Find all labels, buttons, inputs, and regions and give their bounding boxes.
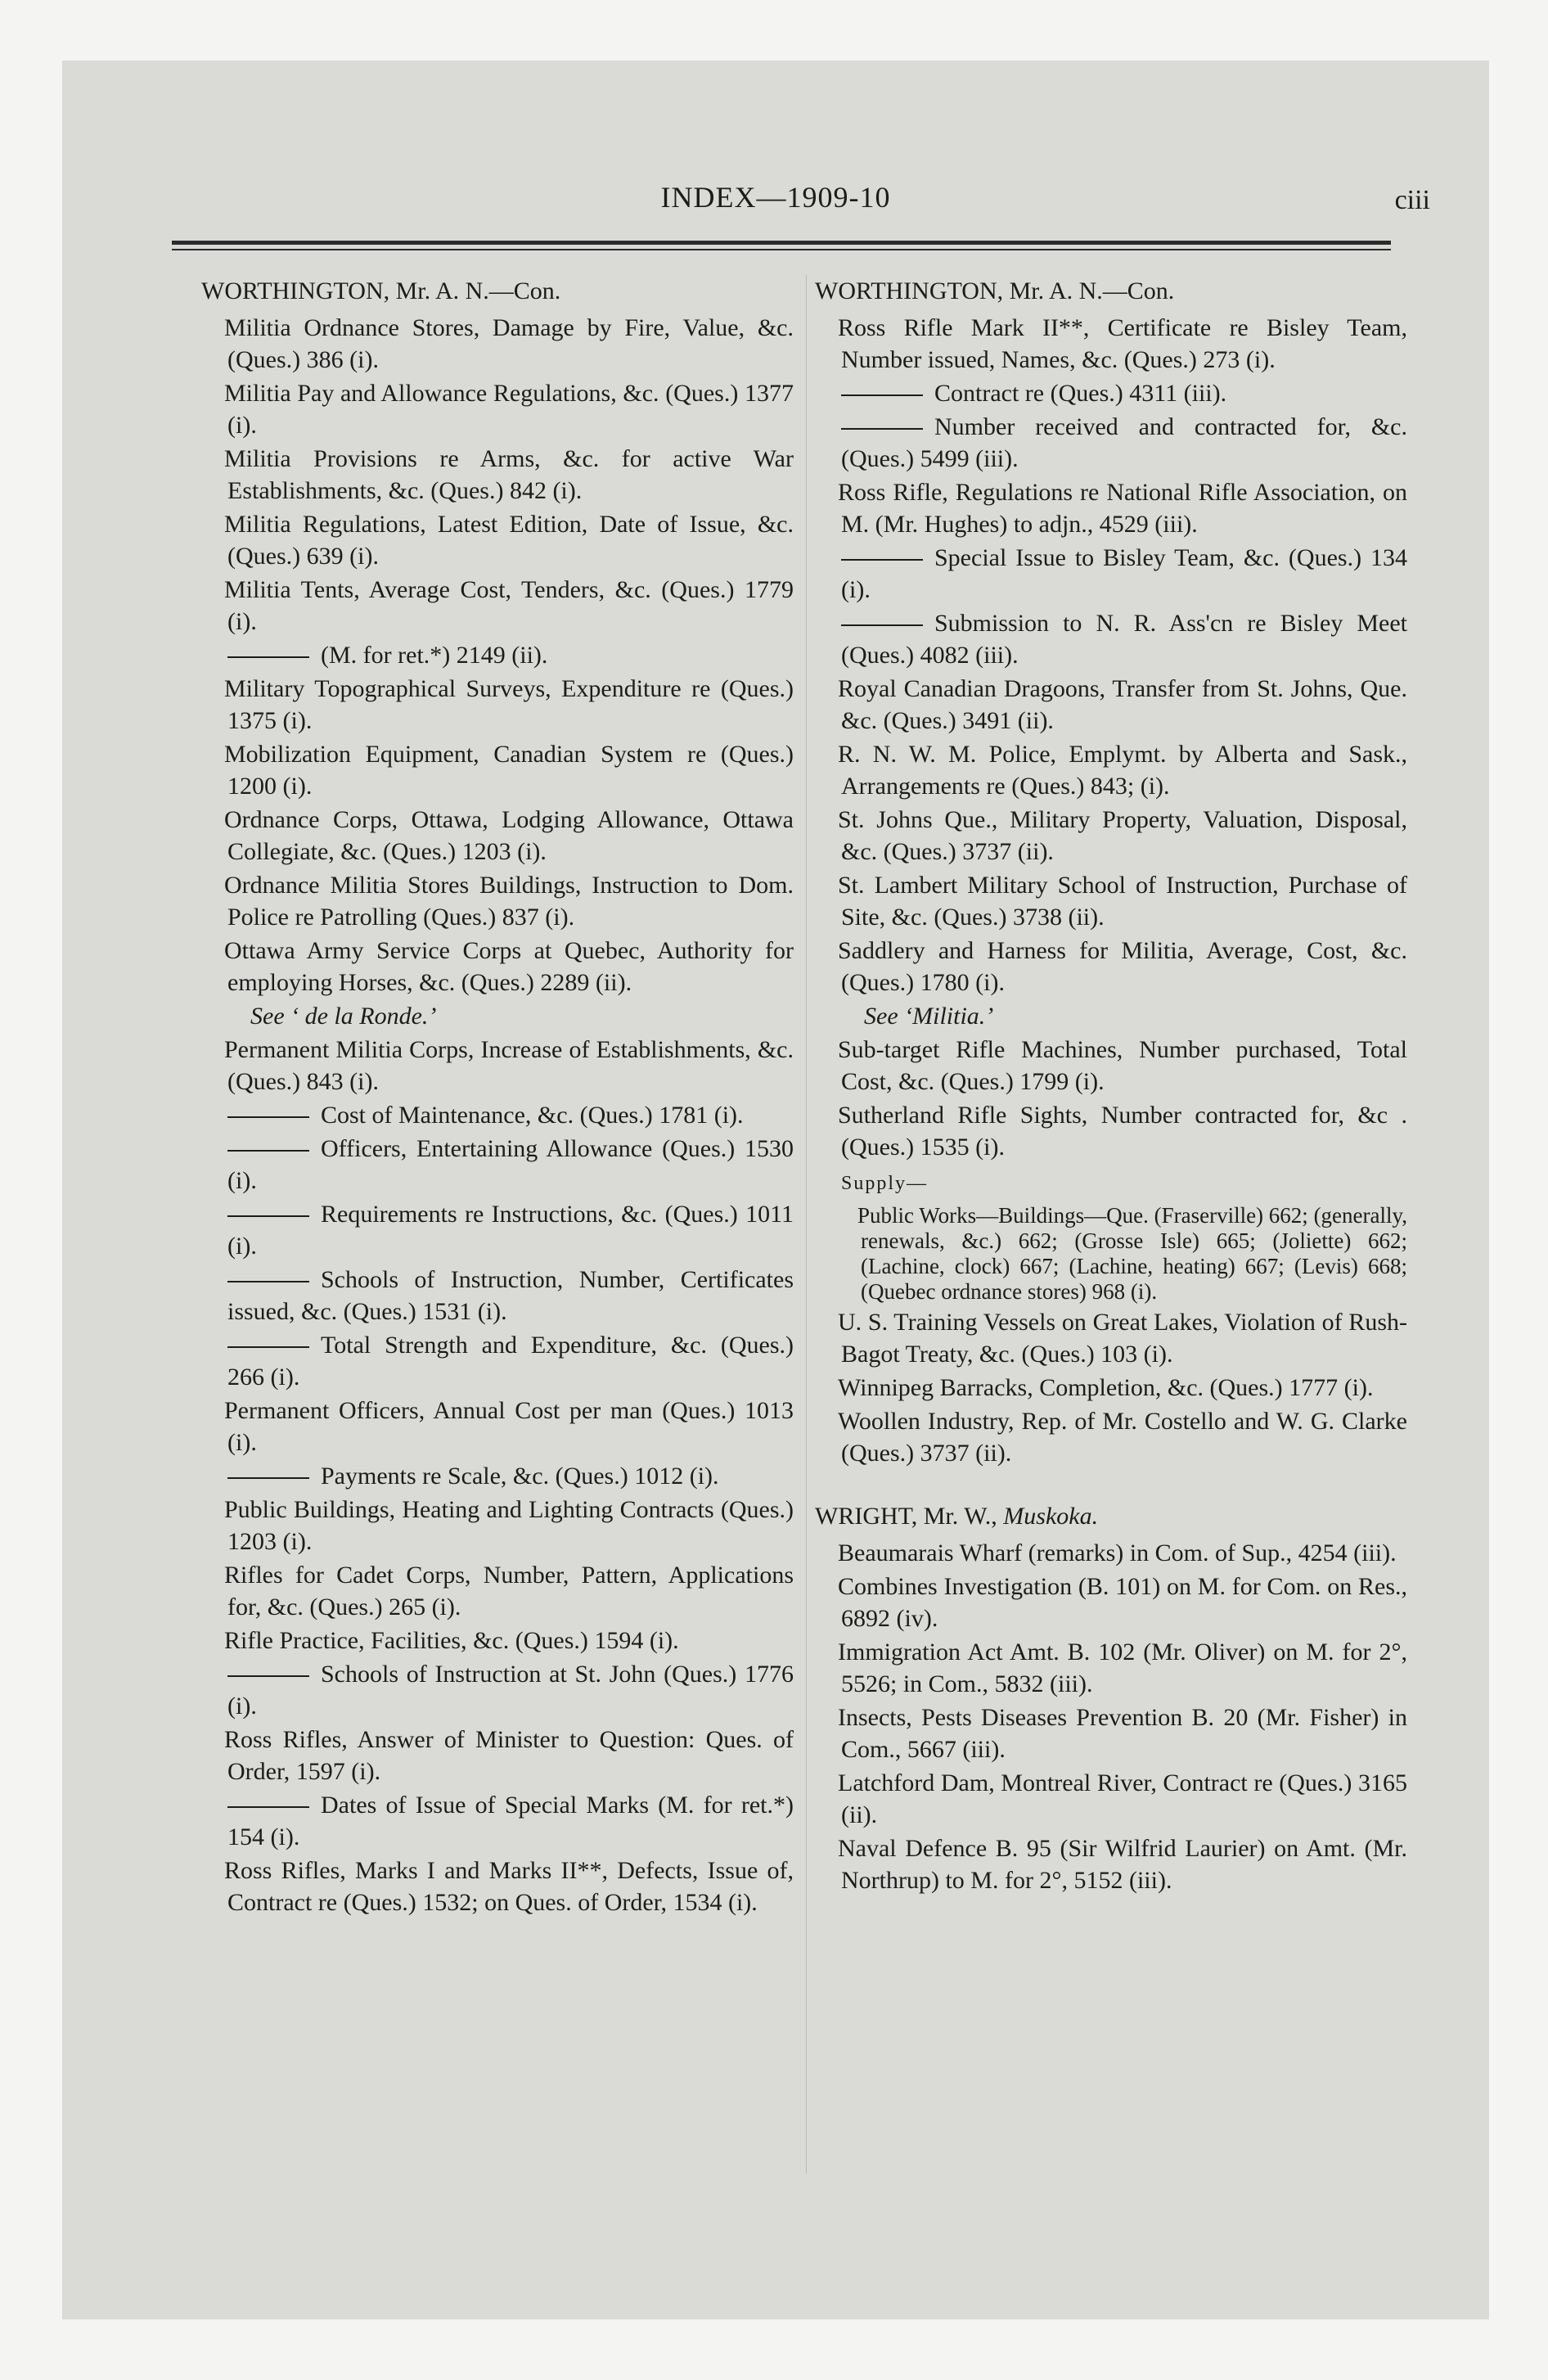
subentry-text: Submission to N. R. Ass'cn re Bisley Meet (Ques.) 4082 (iii). [841,610,1407,669]
ditto-dash [227,1806,309,1808]
wright-name: WRIGHT, Mr. W., [815,1503,1004,1530]
wright-heading [815,1500,1407,1532]
index-entry: Ross Rifle Mark II**, Certificate re Bisley Team, Number issued, Names, &c. (Ques.) 273 (i). [838,314,1407,373]
index-subentry [201,1789,794,1853]
subentry-text: Payments re Scale, &c. (Ques.) 1012 (i). [321,1463,719,1490]
column-divider [806,275,807,2174]
subentry-text: Contract re (Ques.) 4311 (iii). [934,380,1227,407]
index-entry: Rifle Practice, Facilities, &c. (Ques.) 1594 (i). [224,1627,679,1654]
see-reference: See ‘Militia.’ [864,1003,994,1030]
index-entry: Rifles for Cadet Corps, Number, Pattern, Applications for, &c. (Ques.) 265 (i). [224,1562,794,1620]
index-entry: Ross Rifle, Regulations re National Rifle Association, on M. (Mr. Hughes) to adjn., 4529 (iii). [838,479,1407,538]
right-column-heading: WORTHINGTON, Mr. A. N.—Con. [815,277,1175,304]
left-column-heading: WORTHINGTON, Mr. A. N.—Con. [201,277,561,304]
index-subentry [201,1133,794,1197]
index-entry: U. S. Training Vessels on Great Lakes, Violation of Rush-Bagot Treaty, &c. (Ques.) 103 (i). [838,1309,1407,1368]
index-entry: Ross Rifles, Answer of Minister to Question: Ques. of Order, 1597 (i). [224,1726,794,1785]
subentry-text: Schools of Instruction at St. John (Ques.) 1776 (i). [227,1661,794,1720]
index-entry: Combines Investigation (B. 101) on M. for Com. on Res., 6892 (iv). [838,1573,1407,1632]
ditto-dash [227,1675,309,1677]
index-entry: Ross Rifles, Marks I and Marks II**, Defects, Issue of, Contract re (Ques.) 1532; on Ques. of Order, 1534 (i). [224,1857,794,1916]
index-subentry [201,1460,794,1492]
see-reference: See ‘ de la Ronde.’ [250,1003,437,1030]
header-rule-thin [172,249,1391,250]
index-entry: Winnipeg Barracks, Completion, &c. (Ques.) 1777 (i). [838,1374,1374,1401]
index-entry: Sutherland Rifle Sights, Number contracted for, &c .(Ques.) 1535 (i). [838,1102,1407,1161]
index-subentry [201,1329,794,1393]
index-subentry [201,639,794,671]
subentry-text: Officers, Entertaining Allowance (Ques.) 1530 (i). [227,1135,794,1194]
page-number: ciii [1394,185,1430,215]
index-entry: Permanent Militia Corps, Increase of Establishments, &c. (Ques.) 843 (i). [224,1036,794,1095]
right-column [815,275,1407,1898]
supply-subheading: Supply— [841,1173,929,1194]
index-entry: Militia Regulations, Latest Edition, Date of Issue, &c. (Ques.) 639 (i). [224,511,794,570]
index-entry: Beaumarais Wharf (remarks) in Com. of Sup., 4254 (iii). [838,1539,1397,1566]
index-subentry [201,1658,794,1722]
subentry-text: (M. for ret.*) 2149 (ii). [321,642,548,669]
index-entry: Ordnance Corps, Ottawa, Lodging Allowance, Ottawa Collegiate, &c. (Ques.) 1203 (i). [224,806,794,865]
page-title: INDEX—1909-10 [660,181,891,214]
ditto-dash [227,1281,309,1282]
index-entry: St. Lambert Military School of Instruction, Purchase of Site, &c. (Ques.) 3738 (ii). [838,872,1407,931]
index-entry: R. N. W. M. Police, Emplymt. by Alberta and Sask., Arrangements re (Ques.) 843; (i). [838,741,1407,800]
index-entry: Permanent Officers, Annual Cost per man (Ques.) 1013 (i). [224,1397,794,1456]
ditto-dash [841,559,923,561]
ditto-dash [227,1477,309,1479]
index-subentry [815,377,1407,409]
index-entry: Public Buildings, Heating and Lighting Contracts (Ques.) 1203 (i). [224,1496,794,1555]
index-entry: Militia Ordnance Stores, Damage by Fire, Value, &c. (Ques.) 386 (i). [224,314,794,373]
subentry-text: Dates of Issue of Special Marks (M. for ret.*) 154 (i). [227,1792,794,1850]
index-subentry [201,1198,794,1262]
ditto-dash [227,1150,309,1152]
index-entry: Naval Defence B. 95 (Sir Wilfrid Laurier) on Amt. (Mr. Northrup) to M. for 2°, 5152 (iii). [838,1835,1407,1894]
index-entry: Saddlery and Harness for Militia, Average, Cost, &c. (Ques.) 1780 (i). [838,937,1407,996]
index-entry: Immigration Act Amt. B. 102 (Mr. Oliver) on M. for 2°, 5526; in Com., 5832 (iii). [838,1639,1407,1697]
index-entry: Ordnance Militia Stores Buildings, Instruction to Dom. Police re Patrolling (Ques.) 837 (i). [224,872,794,931]
index-page [62,61,1489,2319]
index-entry: Public Works—Buildings—Que. (Fraserville) 662; (generally, renewals, &c.) 662; (Grosse Isle) 665; (Joliette) 662; (Lachine, clock) 667; (Lachine, heating) 667; (Levis) 668; (Quebec ordnance stores) 968 (i). [857,1203,1407,1304]
left-column [201,275,794,1920]
index-entry: Ottawa Army Service Corps at Quebec, Authority for employing Horses, &c. (Ques.) 2289 (ii). [224,937,794,996]
index-subentry [201,1099,794,1131]
ditto-dash [841,394,923,396]
index-entry: Mobilization Equipment, Canadian System re (Ques.) 1200 (i). [224,741,794,800]
index-entry: Latchford Dam, Montreal River, Contract re (Ques.) 3165 (ii). [838,1769,1407,1828]
subentry-text: Cost of Maintenance, &c. (Ques.) 1781 (i). [321,1102,744,1129]
ditto-dash [841,624,923,626]
index-entry: St. Johns Que., Military Property, Valuation, Disposal, &c. (Ques.) 3737 (ii). [838,806,1407,865]
index-subentry [815,411,1407,475]
index-entry: Woollen Industry, Rep. of Mr. Costello and W. G. Clarke (Ques.) 3737 (ii). [838,1408,1407,1467]
ditto-dash [841,428,923,430]
index-subentry [815,607,1407,671]
ditto-dash [227,1346,309,1348]
header-rule-thick [172,241,1391,245]
subentry-text: Schools of Instruction, Number, Certificates issued, &c. (Ques.) 1531 (i). [227,1266,794,1325]
subentry-text: Special Issue to Bisley Team, &c. (Ques.) 134 (i). [841,544,1407,603]
subentry-text: Total Strength and Expenditure, &c. (Ques.) 266 (i). [227,1332,794,1391]
ditto-dash [227,1116,309,1118]
index-entry: Militia Pay and Allowance Regulations, &c. (Ques.) 1377 (i). [224,380,794,439]
subentry-text: Number received and contracted for, &c. (Ques.) 5499 (iii). [841,413,1407,472]
index-entry: Insects, Pests Diseases Prevention B. 20 (Mr. Fisher) in Com., 5667 (iii). [838,1704,1407,1763]
subentry-text: Requirements re Instructions, &c. (Ques.) 1011 (i). [227,1201,794,1260]
ditto-dash [227,1215,309,1217]
index-subentry [201,1264,794,1327]
index-entry: Militia Provisions re Arms, &c. for active War Establishments, &c. (Ques.) 842 (i). [224,445,794,504]
wright-riding: Muskoka. [1003,1503,1099,1530]
ditto-dash [227,656,309,658]
index-entry: Military Topographical Surveys, Expenditure re (Ques.) 1375 (i). [224,675,794,734]
page-header [62,180,1489,229]
index-entry: Militia Tents, Average Cost, Tenders, &c. (Ques.) 1779 (i). [224,576,794,635]
index-subentry [815,542,1407,606]
index-entry: Royal Canadian Dragoons, Transfer from St. Johns, Que. &c. (Ques.) 3491 (ii). [838,675,1407,734]
index-entry: Sub-target Rifle Machines, Number purchased, Total Cost, &c. (Ques.) 1799 (i). [838,1036,1407,1095]
